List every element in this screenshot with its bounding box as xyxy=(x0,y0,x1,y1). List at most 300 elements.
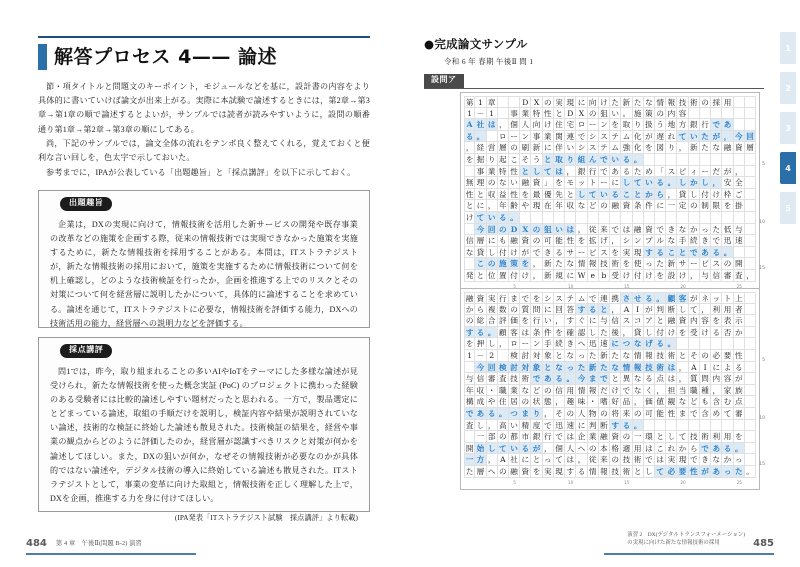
manuscript-cell: な xyxy=(465,247,474,257)
manuscript-cell: つ xyxy=(621,338,632,350)
manuscript-cell: し xyxy=(677,304,688,316)
manuscript-cell: 者 xyxy=(734,304,745,316)
manuscript-cell: 資 xyxy=(677,315,688,327)
manuscript-cell: ， xyxy=(666,189,677,201)
manuscript-cell xyxy=(666,420,677,432)
manuscript-cell: と xyxy=(677,247,688,259)
manuscript-cell: す xyxy=(610,420,621,432)
manuscript-cell: 趣 xyxy=(565,396,576,408)
manuscript-cell xyxy=(655,212,666,224)
manuscript-cell: 伴 xyxy=(554,142,565,154)
manuscript-cell: で xyxy=(711,119,722,131)
manuscript-cell: 策 xyxy=(644,108,655,120)
manuscript-cell: 起 xyxy=(498,154,509,166)
manuscript-cell: 事 xyxy=(475,166,486,178)
manuscript-cell: そ xyxy=(689,350,700,362)
manuscript-cell: 判 xyxy=(655,304,666,316)
manuscript-column-tick: 25 xyxy=(736,479,742,485)
manuscript-cell: 住 xyxy=(498,396,509,408)
manuscript-cell xyxy=(745,154,756,166)
manuscript-cell: ン xyxy=(633,235,644,247)
manuscript-cell: け xyxy=(711,189,722,201)
manuscript-column-tick xyxy=(464,479,475,486)
manuscript-cell: 観 xyxy=(666,396,677,408)
manuscript-cell: て xyxy=(677,131,688,143)
manuscript-cell: ス xyxy=(588,142,599,154)
manuscript-cell: ス xyxy=(621,315,632,327)
manuscript-cell: の xyxy=(621,431,632,443)
manuscript-cell: 報 xyxy=(666,96,677,108)
manuscript-cell: で xyxy=(599,373,610,385)
manuscript-cell: で xyxy=(621,385,632,397)
manuscript-cell: で xyxy=(576,131,587,143)
manuscript-cell: テ xyxy=(599,142,610,154)
manuscript-cell: 開 xyxy=(734,258,745,270)
manuscript-cell: 貸 xyxy=(677,189,688,201)
manuscript-cell: 銀 xyxy=(576,166,587,178)
manuscript-cell: 点 xyxy=(655,373,666,385)
manuscript-cell: に xyxy=(565,270,576,282)
manuscript-cell: い xyxy=(599,189,610,201)
right-page-footer xyxy=(627,532,774,549)
manuscript-cell: 層 xyxy=(475,235,486,247)
manuscript-column-tick xyxy=(475,479,486,486)
manuscript-cell xyxy=(722,338,733,350)
manuscript-row xyxy=(464,258,765,271)
saiten-kohyo-text xyxy=(50,365,358,506)
manuscript-cell: な xyxy=(666,235,677,247)
manuscript-cell: 狙 xyxy=(599,108,610,120)
manuscript-cell: し xyxy=(700,177,711,189)
manuscript-cell: が xyxy=(689,292,700,304)
manuscript-column-tick xyxy=(520,479,531,486)
manuscript-cell: 情 xyxy=(576,385,587,397)
manuscript-cell: る xyxy=(711,247,722,259)
manuscript-grid-block-a xyxy=(460,92,765,294)
manuscript-cell: 。 xyxy=(475,131,486,143)
manuscript-cell: す xyxy=(565,466,576,478)
manuscript-cell: 可 xyxy=(543,235,554,247)
manuscript-cell: 表 xyxy=(722,315,733,327)
manuscript-cell: 報 xyxy=(644,350,655,362)
manuscript-cell: る xyxy=(644,292,655,304)
manuscript-cell: 性 xyxy=(509,189,520,201)
manuscript-cell: で xyxy=(689,247,700,259)
manuscript-cell: 最 xyxy=(531,189,542,201)
intro-paragraph-2 xyxy=(38,137,370,165)
manuscript-cell: は xyxy=(520,327,531,339)
manuscript-cell: る xyxy=(644,373,655,385)
manuscript-cell: け xyxy=(700,327,711,339)
manuscript-cell: 性 xyxy=(465,189,474,199)
manuscript-cell: 。 xyxy=(487,327,498,339)
manuscript-cell: 技 xyxy=(610,466,621,478)
manuscript-cell xyxy=(610,212,621,224)
manuscript-cell: 。 xyxy=(666,177,677,189)
manuscript-cell: ， xyxy=(677,362,688,374)
manuscript-cell: と xyxy=(565,189,576,201)
manuscript-cell: 性 xyxy=(543,108,554,120)
manuscript-row xyxy=(464,466,756,478)
manuscript-cell: ， xyxy=(498,338,509,350)
manuscript-cell: 迅 xyxy=(588,338,599,350)
manuscript-cell: ， xyxy=(677,142,688,154)
manuscript-cell: は xyxy=(666,362,677,374)
chapter-top-rule xyxy=(38,36,370,38)
manuscript-cell: 認 xyxy=(576,327,587,339)
manuscript-cell: は xyxy=(655,454,666,466)
manuscript-cell: 迅 xyxy=(554,420,565,432)
manuscript-cell: 与 xyxy=(734,224,745,236)
manuscript-cell: い xyxy=(689,131,700,143)
manuscript-cell: を xyxy=(465,339,474,349)
right-folio: 485 xyxy=(753,538,774,549)
shutsudai-shushi-body: 企業は，DXの実現に向けて，情報技術を活用した新サービスの開発や既存事業の改革などの施策を企画する際，従来の情報技術では実現できなかった施策を実施するために，新たな情報技術を採用することがある。本問は，ITストラテジストが，新たな情報技術の採用において，施策を実施するために情報技術について何を机上確認し，どのような技術検証を行ったか，企画を推進する上でのリスクとその対策について何を経営層に説明したかについて，具体的に論述することを求めている。論述を通じて，ITストラテジストに必要な，情報技術を評価する能力，DXへの技術活用の能力，経営層への説明力などを評価する。 xyxy=(50,220,358,328)
manuscript-cell: 第 xyxy=(465,98,474,107)
manuscript-cell: ア xyxy=(644,315,655,327)
manuscript-cell: 化 xyxy=(633,131,644,143)
manuscript-cell: は xyxy=(565,454,576,466)
left-folio: 484 xyxy=(26,538,47,549)
manuscript-cell: 社 xyxy=(475,119,486,131)
manuscript-cell: 行 xyxy=(531,315,542,327)
manuscript-cell: め xyxy=(644,166,655,178)
manuscript-column-tick xyxy=(655,479,666,486)
manuscript-cell: あ xyxy=(610,166,621,178)
manuscript-cell: 齢 xyxy=(509,200,520,212)
manuscript-cell: に xyxy=(610,338,621,350)
manuscript-cell: 行 xyxy=(700,119,711,131)
manuscript-column-tick xyxy=(599,479,610,486)
manuscript-cell: の xyxy=(722,258,733,270)
manuscript-cell: 職 xyxy=(689,385,700,397)
manuscript-cell: ー xyxy=(576,247,587,259)
manuscript-cell: 。 xyxy=(666,338,677,350)
manuscript-cell: 条 xyxy=(633,200,644,212)
manuscript-cell: 技 xyxy=(509,373,520,385)
manuscript-cell: 。 xyxy=(565,373,576,385)
manuscript-cell: 年 xyxy=(554,200,565,212)
manuscript-cell: 規 xyxy=(554,270,565,282)
manuscript-cell: ど xyxy=(588,200,599,212)
manuscript-cell: 始 xyxy=(475,443,486,455)
manuscript-cell xyxy=(711,108,722,120)
manuscript-cell: 信 xyxy=(610,315,621,327)
manuscript-cell: な xyxy=(633,338,644,350)
manuscript-cell: を xyxy=(465,154,474,164)
manuscript-cell: 速 xyxy=(599,338,610,350)
manuscript-cell: 人 xyxy=(576,408,587,420)
manuscript-cell: 客 xyxy=(677,292,688,304)
manuscript-cell: 件 xyxy=(644,200,655,212)
manuscript-cell: か xyxy=(677,443,688,455)
manuscript-cell: ス xyxy=(599,247,610,259)
manuscript-cell: 断 xyxy=(599,420,610,432)
manuscript-cell: た xyxy=(554,258,565,270)
manuscript-cell: が xyxy=(700,466,711,478)
manuscript-cell: 審 xyxy=(487,373,498,385)
manuscript-cell: ス xyxy=(554,292,565,304)
manuscript-cell: 図 xyxy=(655,142,666,154)
manuscript-cell: し xyxy=(644,327,655,339)
right-footer-caption-line2: の実現に向けた新たな情報技術の採用 xyxy=(627,540,720,547)
manuscript-cell: 在 xyxy=(543,200,554,212)
manuscript-cell: 特 xyxy=(531,108,542,120)
manuscript-row xyxy=(464,385,756,397)
manuscript-cell xyxy=(745,362,756,374)
manuscript-row xyxy=(464,108,756,120)
manuscript-cell: 職 xyxy=(498,385,509,397)
manuscript-cell: た xyxy=(711,224,722,236)
manuscript-cell: 実 xyxy=(621,247,632,259)
manuscript-cell: 能 xyxy=(554,235,565,247)
manuscript-cell: の xyxy=(543,385,554,397)
manuscript-cell: る xyxy=(722,443,733,455)
manuscript-cell: か xyxy=(465,304,474,314)
manuscript-cell: そ xyxy=(554,408,565,420)
manuscript-cell: こ xyxy=(509,154,520,166)
manuscript-cell: 回 xyxy=(487,362,498,374)
manuscript-cell: 審 xyxy=(734,408,745,420)
manuscript-row-marker: 15 xyxy=(759,461,765,467)
manuscript-cell: 拡 xyxy=(588,235,599,247)
manuscript-cell: 能 xyxy=(655,408,666,420)
manuscript-cell xyxy=(734,420,745,432)
manuscript-column-tick: 15 xyxy=(624,479,630,485)
manuscript-cell: 技 xyxy=(677,96,688,108)
manuscript-column-tick xyxy=(745,479,756,486)
manuscript-cell: し xyxy=(677,177,688,189)
manuscript-cell: 貸 xyxy=(633,327,644,339)
manuscript-cell: b xyxy=(599,270,610,282)
manuscript-cell: 内 xyxy=(666,108,677,120)
manuscript-column-tick: 10 xyxy=(568,479,574,485)
manuscript-cell: る xyxy=(734,362,745,374)
manuscript-cell: ， xyxy=(655,385,666,397)
manuscript-cell: D xyxy=(520,96,531,108)
manuscript-cell xyxy=(487,131,498,143)
chapter-tab-4[interactable]: 4 xyxy=(780,152,796,184)
manuscript-cell: な xyxy=(677,224,688,236)
manuscript-cell: ま xyxy=(520,408,531,420)
manuscript-cell: 。 xyxy=(498,408,509,420)
manuscript-cell xyxy=(722,420,733,432)
manuscript-cell: 住 xyxy=(554,119,565,131)
manuscript-cell: 情 xyxy=(588,466,599,478)
manuscript-cell: か xyxy=(722,454,733,466)
manuscript-cell: と xyxy=(475,189,486,201)
manuscript-cell xyxy=(655,420,666,432)
manuscript-cell: 信 xyxy=(554,385,565,397)
manuscript-cell: 精 xyxy=(520,420,531,432)
right-footer-rule xyxy=(604,553,774,555)
manuscript-cell: ィ xyxy=(689,166,700,178)
manuscript-cell xyxy=(734,108,745,120)
exam-session-subheading: 令和 6 年 春期 午後Ⅱ 問 1 xyxy=(444,57,534,66)
manuscript-cell: 低 xyxy=(722,224,733,236)
manuscript-column-tick xyxy=(486,479,497,486)
manuscript-cell xyxy=(745,454,756,466)
manuscript-cell: な xyxy=(565,350,576,362)
manuscript-cell: 答 xyxy=(565,304,576,316)
manuscript-cell: た xyxy=(465,466,474,476)
manuscript-cell: 来 xyxy=(599,454,610,466)
manuscript-cell: 用 xyxy=(565,385,576,397)
manuscript-cell: の xyxy=(531,224,542,236)
manuscript-cell: な xyxy=(554,362,565,374)
manuscript-cell: 刷 xyxy=(520,142,531,154)
manuscript-cell: と xyxy=(633,466,644,478)
manuscript-cell: な xyxy=(520,385,531,397)
manuscript-cell xyxy=(700,108,711,120)
manuscript-cell: ど xyxy=(689,396,700,408)
manuscript-cell: 容 xyxy=(700,315,711,327)
manuscript-cell xyxy=(745,189,756,201)
manuscript-cell: 家 xyxy=(722,385,733,397)
manuscript-cell: の xyxy=(498,224,509,236)
manuscript-cell xyxy=(520,212,531,224)
manuscript-cell: 営 xyxy=(487,142,498,154)
manuscript-cell: A xyxy=(689,362,700,374)
saiten-kohyo-body: 問1では，昨今，取り組まれることの多いAIやIoTをテーマにした多様な論述が見受けられ，新たな情報技術を使った概念実証 (PoC) のプロジェクトに携わった経験のある受験者には比較的論述しやすい題材だったと思われる。一方で，製品選定にとどまっている論述，取組の手順だけを説明し，検証内容や結果が説明されていない論述，技術的な検証に終始した論述も散見された。技術検証の結果を，経営や事業の観点からどのように評価したのか，経営層が認識すべきリスクと対策が何かを論述してほしい。また，DXの狙いが何か，なぜその情報技術が必要なのかが具体的ではない論述や，デジタル技術の導入に終始している論述も散見された。ITストラテジストとして，事業の変革に向けた取組と，情報技術を正しく理解した上で，DXを企画，推進する力を身に付けてほしい。 xyxy=(50,367,358,503)
manuscript-cell: の xyxy=(520,396,531,408)
manuscript-cell: と xyxy=(543,362,554,374)
manuscript-cell: た xyxy=(599,362,610,374)
manuscript-cell: － xyxy=(475,108,486,120)
left-page-footer xyxy=(26,539,142,549)
manuscript-cell: と xyxy=(543,154,554,166)
manuscript-cell: の xyxy=(543,96,554,108)
manuscript-cell xyxy=(745,408,756,420)
manuscript-cell: 置 xyxy=(498,270,509,282)
manuscript-cell: の xyxy=(633,408,644,420)
manuscript-cell xyxy=(588,212,599,224)
chapter-tab-5[interactable]: 5 xyxy=(780,192,796,224)
manuscript-cell: 査 xyxy=(498,373,509,385)
manuscript-cell: 質 xyxy=(689,373,700,385)
manuscript-cell xyxy=(745,224,756,236)
manuscript-cell: は xyxy=(621,224,632,236)
manuscript-cell: 来 xyxy=(621,408,632,420)
manuscript-column-tick xyxy=(689,479,700,486)
manuscript-cell: ら xyxy=(655,189,666,201)
manuscript-cell: 現 xyxy=(677,454,688,466)
manuscript-cell: け xyxy=(677,270,688,282)
manuscript-cell: 部 xyxy=(487,431,498,443)
manuscript-cell: 度 xyxy=(531,420,542,432)
manuscript-cell: ッ xyxy=(576,177,587,189)
chapter-tab-1[interactable]: 1 xyxy=(780,32,796,64)
manuscript-cell: 。 xyxy=(734,443,745,455)
manuscript-cell: 都 xyxy=(509,431,520,443)
left-footer-caption: 第 4 章 午後Ⅱ(問題 B-2) 演習 xyxy=(55,539,142,547)
manuscript-cell: な xyxy=(610,362,621,374)
manuscript-cell: 用 xyxy=(722,304,733,316)
manuscript-cell: っ xyxy=(543,454,554,466)
manuscript-cell: 融 xyxy=(465,294,474,303)
manuscript-cell: る xyxy=(475,327,486,339)
manuscript-cell: 種 xyxy=(700,385,711,397)
intro-paragraph-3-text: 参考までに，IPAが公表している「出題趣旨」と「採点講評」を以下に示しておく。 xyxy=(46,168,356,177)
manuscript-cell: の xyxy=(509,304,520,316)
manuscript-cell: サ xyxy=(565,247,576,259)
manuscript-cell: る xyxy=(621,154,632,166)
manuscript-cell: 態 xyxy=(543,396,554,408)
chapter-tab-3[interactable]: 3 xyxy=(780,112,796,144)
chapter-tab-2[interactable]: 2 xyxy=(780,72,796,104)
manuscript-cell: の xyxy=(487,177,498,189)
manuscript-column-tick: 10 xyxy=(568,283,574,289)
manuscript-cell: X xyxy=(531,96,542,108)
manuscript-cell xyxy=(509,96,520,108)
manuscript-cell xyxy=(745,177,756,189)
manuscript-cell: ， xyxy=(487,454,498,466)
manuscript-cell: 方 xyxy=(677,119,688,131)
manuscript-cell: の xyxy=(700,96,711,108)
chapter-tab-strip xyxy=(780,32,796,232)
manuscript-cell xyxy=(745,166,756,178)
manuscript-row xyxy=(464,189,756,201)
manuscript-cell: 施 xyxy=(633,108,644,120)
manuscript-cell: 実 xyxy=(487,292,498,304)
manuscript-column-tick xyxy=(531,479,542,486)
manuscript-cell: っ xyxy=(565,362,576,374)
manuscript-cell: い xyxy=(543,315,554,327)
manuscript-cell: 新 xyxy=(543,270,554,282)
manuscript-cell: で xyxy=(465,408,474,418)
manuscript-cell: た xyxy=(655,258,666,270)
manuscript-cell xyxy=(700,420,711,432)
manuscript-cell: け xyxy=(543,119,554,131)
manuscript-cell: 好 xyxy=(610,396,621,408)
manuscript-cell: 社 xyxy=(509,454,520,466)
manuscript-cell: 業 xyxy=(487,166,498,178)
manuscript-cell: 個 xyxy=(554,443,565,455)
manuscript-cell: 付 xyxy=(633,270,644,282)
manuscript-cell: た xyxy=(633,166,644,178)
manuscript-cell: 新 xyxy=(621,96,632,108)
manuscript-cell: 後 xyxy=(610,327,621,339)
manuscript-cell: 層 xyxy=(745,142,756,154)
manuscript-cell: こ xyxy=(621,189,632,201)
manuscript-cell: こ xyxy=(666,247,677,259)
manuscript-cell: な xyxy=(498,177,509,189)
manuscript-cell: ・ xyxy=(487,385,498,397)
manuscript-cell: ル xyxy=(655,235,666,247)
manuscript-row-marker: 10 xyxy=(759,219,765,225)
manuscript-cell: に xyxy=(610,177,621,189)
manuscript-cell: し xyxy=(487,247,498,259)
manuscript-cell: 年 xyxy=(465,385,474,395)
manuscript-cell: り xyxy=(633,119,644,131)
manuscript-cell: を xyxy=(554,177,565,189)
manuscript-cell: 資 xyxy=(644,224,655,236)
manuscript-cell: ー xyxy=(689,258,700,270)
manuscript-cell: 融 xyxy=(509,235,520,247)
manuscript-cell: ， xyxy=(722,131,733,143)
manuscript-cell: 。 xyxy=(621,108,632,120)
manuscript-cell: 性 xyxy=(509,166,520,178)
manuscript-cell: 利 xyxy=(711,304,722,316)
manuscript-cell: ビ xyxy=(700,258,711,270)
manuscript-cell xyxy=(464,224,475,236)
manuscript-cell: る xyxy=(621,166,632,178)
manuscript-cell: き xyxy=(565,338,576,350)
manuscript-cell: D xyxy=(565,108,576,120)
manuscript-cell: ム xyxy=(621,131,632,143)
manuscript-cell: ス xyxy=(599,131,610,143)
manuscript-cell: － xyxy=(475,350,486,362)
